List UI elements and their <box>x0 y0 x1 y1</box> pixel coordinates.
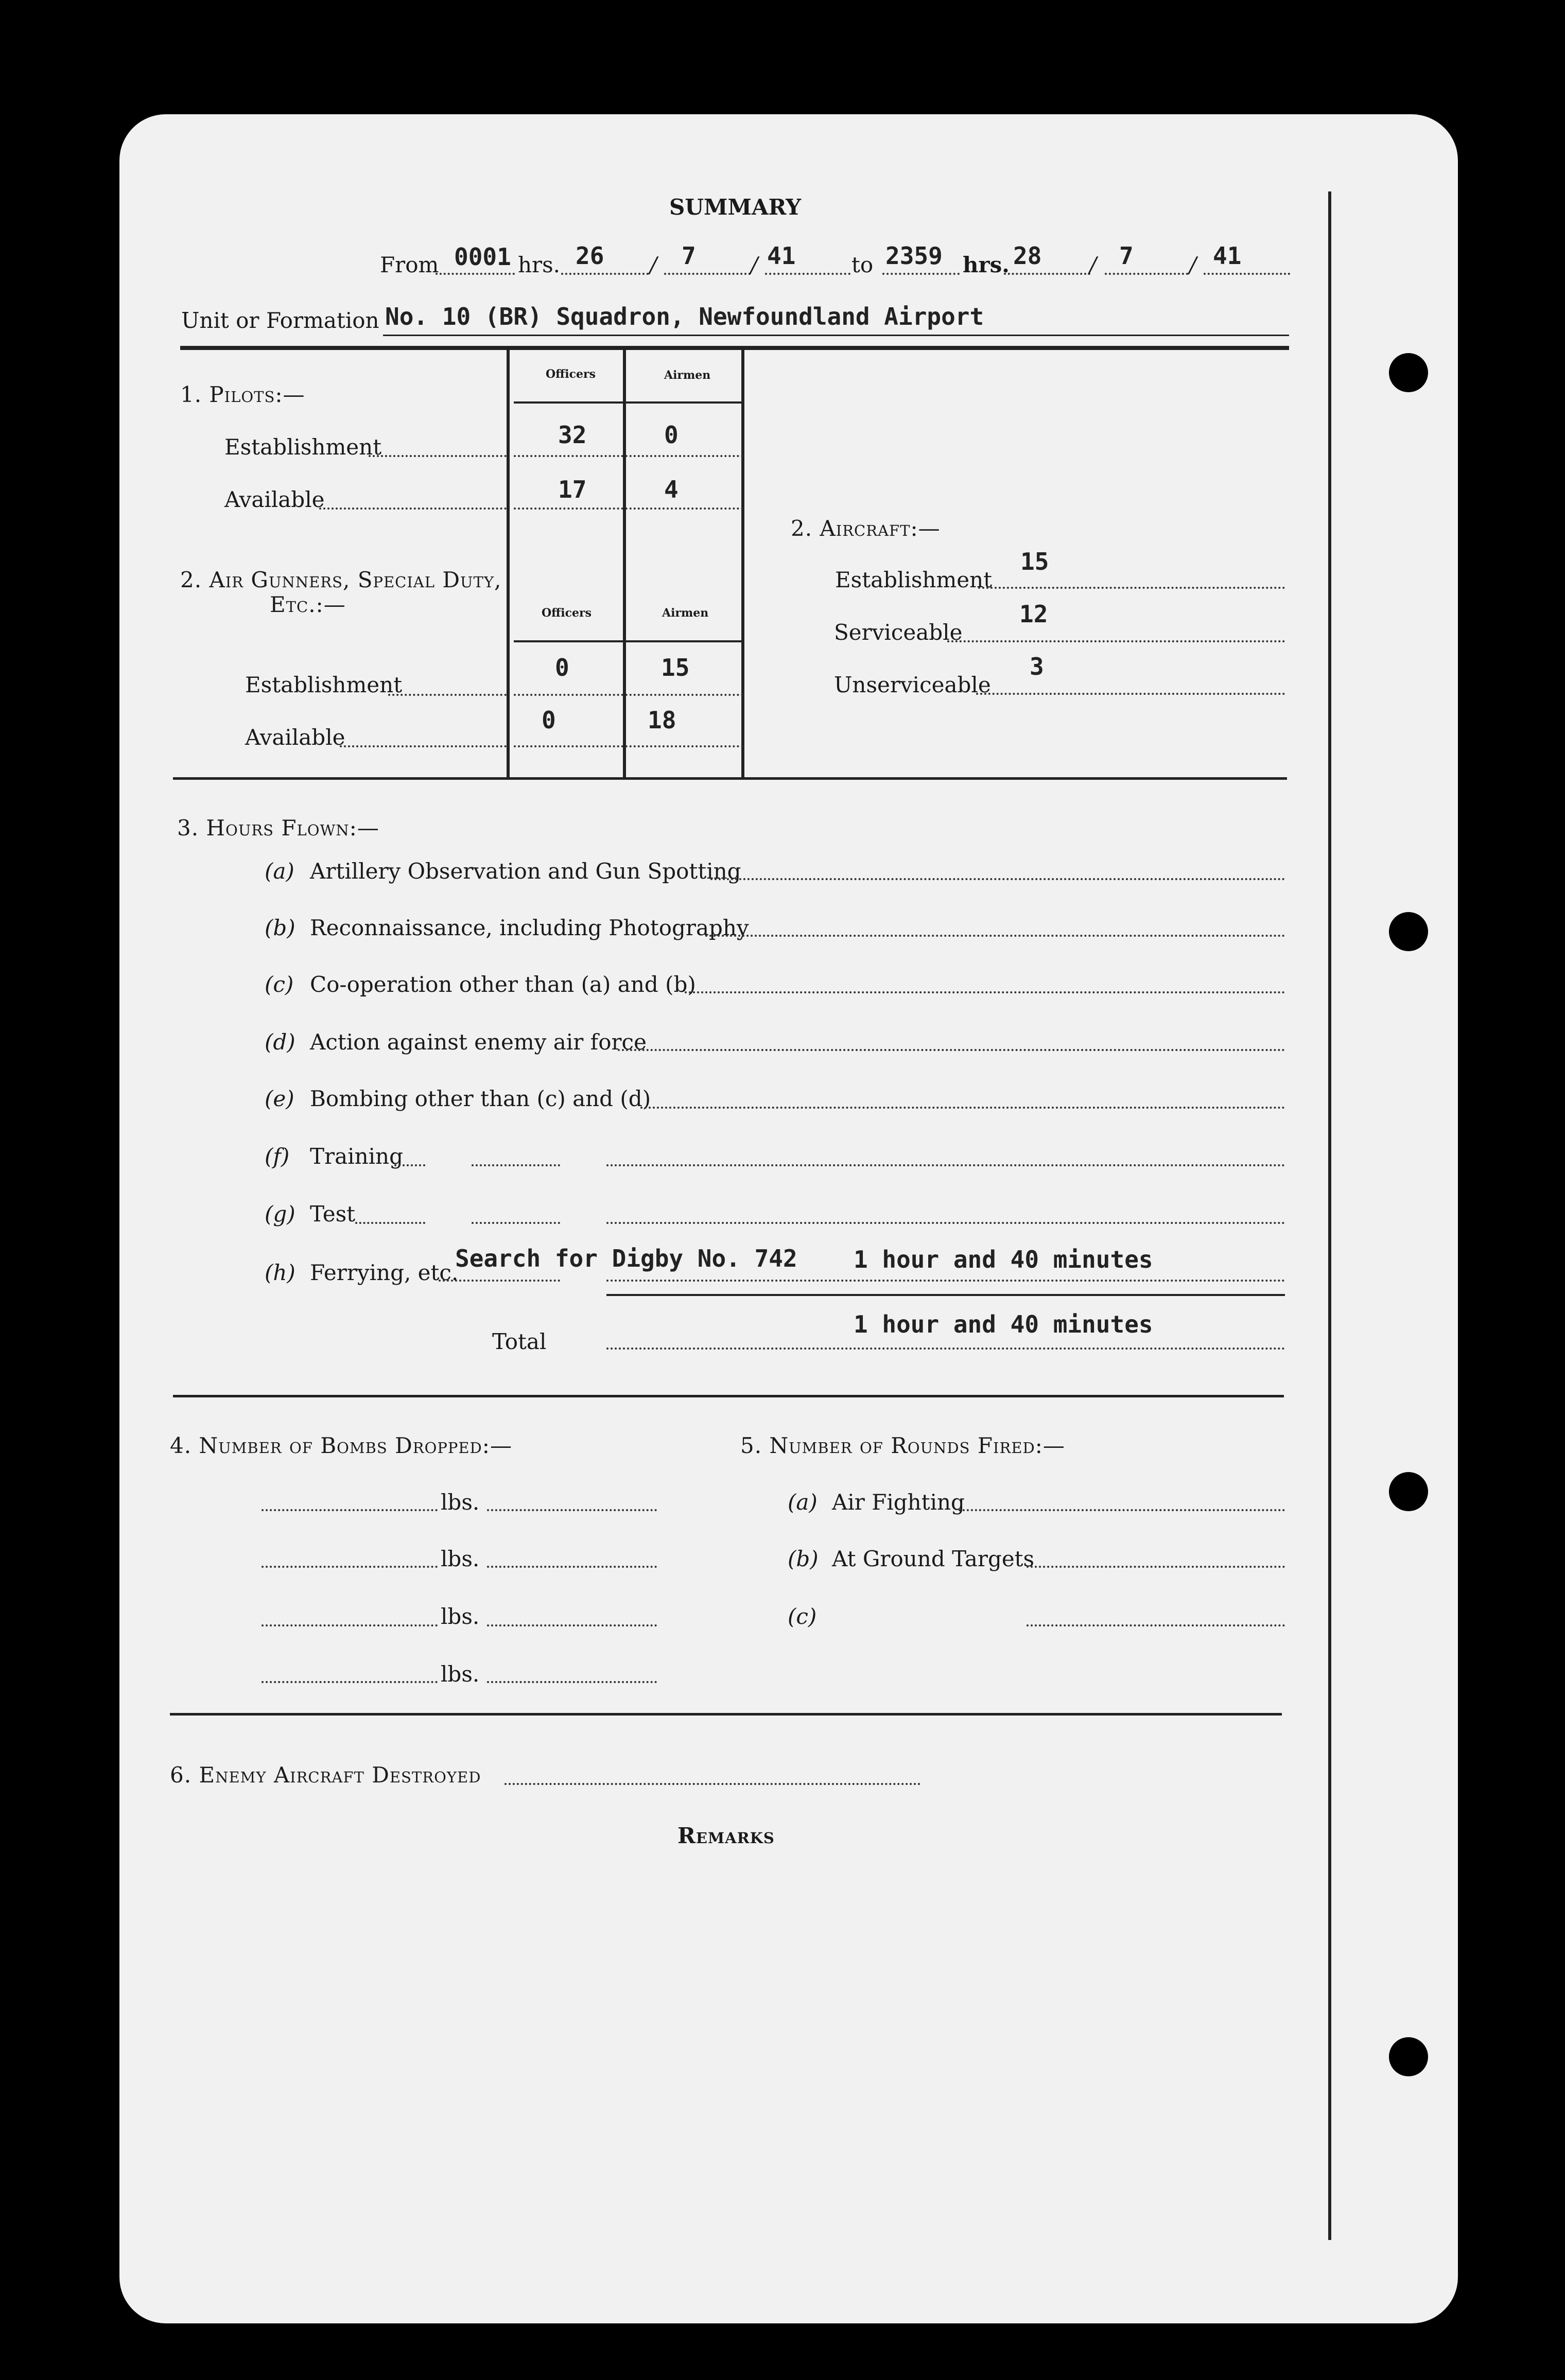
dotted-line <box>710 878 1285 880</box>
dotted-line <box>340 745 507 747</box>
table-rule <box>507 350 510 777</box>
dotted-line <box>1004 273 1090 275</box>
dotted-line <box>262 1566 438 1568</box>
dotted-line <box>685 991 1285 993</box>
from-month: 7 <box>682 242 696 270</box>
dotted-line <box>606 1222 1285 1224</box>
dotted-line <box>436 273 515 275</box>
dotted-line <box>606 1164 1285 1166</box>
hours-label-g: Test <box>310 1201 356 1227</box>
hours-letter-f: (f) <box>265 1144 290 1169</box>
table-rule <box>514 640 743 642</box>
punch-hole <box>1389 912 1428 951</box>
date-separator: / <box>1089 252 1097 277</box>
dotted-line <box>947 640 1285 642</box>
dotted-line <box>1204 273 1290 275</box>
from-time: 0001 <box>454 243 511 271</box>
table-rule <box>514 455 743 457</box>
punch-hole <box>1389 1472 1428 1511</box>
dotted-line <box>976 693 1285 695</box>
hours-letter-e: (e) <box>265 1086 294 1111</box>
dotted-line <box>1105 273 1188 275</box>
total-value: 1 hour and 40 minutes <box>854 1310 1153 1338</box>
section-divider <box>170 1713 1282 1716</box>
dotted-line <box>487 1566 657 1568</box>
pilots-establishment-officers: 32 <box>558 421 587 449</box>
gunners-establishment-officers: 0 <box>555 654 569 681</box>
gunners-available-label: Available <box>245 725 345 750</box>
divider <box>383 335 1289 336</box>
gunners-available-airmen: 18 <box>648 706 676 734</box>
date-separator: / <box>650 252 657 277</box>
pilots-establishment-airmen: 0 <box>664 421 679 449</box>
dotted-line <box>262 1681 438 1683</box>
to-label: to <box>851 252 874 277</box>
hours-letter-a: (a) <box>265 859 294 884</box>
ferrying-time: 1 hour and 40 minutes <box>854 1246 1153 1273</box>
gunners-establishment-label: Establishment <box>245 672 403 697</box>
rounds-heading: 5. Number of Rounds Fired:— <box>740 1433 1065 1458</box>
remarks-heading: Remarks <box>677 1823 775 1848</box>
hours-letter-h: (h) <box>265 1260 295 1285</box>
hours-letter-c: (c) <box>265 972 294 997</box>
airmen-header: Airmen <box>662 606 709 620</box>
bombs-unit: lbs. <box>441 1604 480 1629</box>
dotted-line <box>394 1164 425 1166</box>
dotted-line <box>664 273 751 275</box>
dotted-line <box>472 1164 560 1166</box>
dotted-line <box>487 1624 657 1626</box>
table-rule <box>514 745 743 747</box>
dotted-line <box>439 1280 560 1282</box>
bombs-unit: lbs. <box>441 1546 480 1571</box>
gunners-establishment-airmen: 15 <box>661 654 690 681</box>
hours-label-f: Training <box>310 1144 403 1169</box>
rounds-label-a: Air Fighting <box>832 1490 965 1515</box>
hours-label-c: Co-operation other than (a) and (b) <box>310 972 696 997</box>
ferrying-detail: Search for Digby No. 742 <box>455 1245 797 1272</box>
bombs-unit: lbs. <box>441 1661 480 1687</box>
unit-value: No. 10 (BR) Squadron, Newfoundland Airport <box>385 303 984 330</box>
aircraft-serviceable-label: Serviceable <box>834 620 963 645</box>
hours-letter-d: (d) <box>265 1029 295 1055</box>
rounds-label-b: At Ground Targets <box>832 1546 1035 1571</box>
dotted-line <box>882 273 960 275</box>
gunners-available-officers: 0 <box>542 706 556 734</box>
dotted-line <box>978 587 1285 589</box>
dotted-line <box>369 455 507 457</box>
dotted-line <box>388 694 507 696</box>
pilots-available-airmen: 4 <box>664 476 679 503</box>
to-month: 7 <box>1119 242 1134 270</box>
aircraft-unserviceable: 3 <box>1030 653 1044 680</box>
table-rule <box>514 401 743 404</box>
hours-label-e: Bombing other than (c) and (d) <box>310 1086 651 1111</box>
table-rule <box>741 350 744 777</box>
officers-header: Officers <box>542 606 592 620</box>
unit-label: Unit or Formation <box>181 308 379 333</box>
from-label: From <box>380 252 439 277</box>
aircraft-heading: 2. Aircraft:— <box>791 516 941 541</box>
dotted-line <box>1027 1624 1285 1626</box>
aircraft-establishment-label: Establishment <box>835 567 993 592</box>
section-divider <box>173 1395 1284 1397</box>
margin-rule <box>1328 191 1331 2240</box>
hours-label-b: Reconnaissance, including Photography <box>310 915 749 940</box>
gunners-heading-line1: 2. Air Gunners, Special Duty, <box>180 567 502 592</box>
dotted-line <box>1027 1566 1285 1568</box>
hrs-label: hrs. <box>963 252 1010 277</box>
dotted-line <box>765 273 850 275</box>
to-year: 41 <box>1213 242 1242 270</box>
hours-heading: 3. Hours Flown:— <box>177 815 379 841</box>
section-divider <box>173 777 1287 780</box>
date-separator: / <box>751 252 758 277</box>
table-rule <box>623 350 626 777</box>
date-separator: / <box>1189 252 1197 277</box>
form-title: SUMMARY <box>669 195 802 220</box>
hours-letter-g: (g) <box>265 1201 295 1227</box>
total-rule <box>606 1294 1285 1296</box>
officers-header: Officers <box>546 367 596 381</box>
dotted-line <box>606 1347 1285 1350</box>
punch-hole <box>1389 353 1428 392</box>
aircraft-unserviceable-label: Unserviceable <box>834 672 991 697</box>
enemy-label: 6. Enemy Aircraft Destroyed <box>170 1762 481 1788</box>
dotted-line <box>472 1222 560 1224</box>
hours-letter-b: (b) <box>265 915 295 940</box>
aircraft-serviceable: 12 <box>1019 600 1048 628</box>
from-day: 26 <box>576 242 604 270</box>
hours-label-d: Action against enemy air force <box>310 1029 647 1055</box>
rounds-letter-c: (c) <box>788 1604 817 1629</box>
bombs-heading: 4. Number of Bombs Dropped:— <box>170 1433 512 1458</box>
dotted-line <box>319 507 507 510</box>
dotted-line <box>959 1509 1285 1511</box>
table-rule <box>514 694 743 696</box>
rounds-letter-a: (a) <box>788 1490 818 1515</box>
divider <box>180 346 1289 350</box>
dotted-line <box>705 935 1285 937</box>
dotted-line <box>262 1624 438 1626</box>
from-year: 41 <box>767 242 796 270</box>
dotted-line <box>262 1509 438 1511</box>
airmen-header: Airmen <box>664 369 711 382</box>
dotted-line <box>561 273 649 275</box>
dotted-line <box>355 1222 425 1224</box>
table-rule <box>514 507 743 510</box>
dotted-line <box>487 1681 657 1683</box>
pilots-available-officers: 17 <box>558 476 587 503</box>
gunners-heading-line2: Etc.:— <box>270 592 346 617</box>
total-label: Total <box>492 1329 547 1354</box>
punch-hole <box>1389 2037 1428 2076</box>
rounds-letter-b: (b) <box>788 1546 819 1571</box>
to-day: 28 <box>1013 242 1042 270</box>
dotted-line <box>618 1049 1285 1051</box>
aircraft-establishment: 15 <box>1020 548 1049 575</box>
pilots-establishment-label: Establishment <box>224 434 382 460</box>
pilots-available-label: Available <box>224 487 325 512</box>
dotted-line <box>640 1107 1285 1109</box>
dotted-line <box>487 1509 657 1511</box>
pilots-heading: 1. Pilots:— <box>180 382 305 407</box>
hours-label-h: Ferrying, etc. <box>310 1260 459 1285</box>
to-time: 2359 <box>885 242 943 270</box>
dotted-line <box>505 1783 920 1785</box>
dotted-line <box>606 1280 1285 1282</box>
bombs-unit: lbs. <box>441 1490 480 1515</box>
hrs-label: hrs. <box>518 252 561 277</box>
hours-label-a: Artillery Observation and Gun Spotting <box>310 859 741 884</box>
